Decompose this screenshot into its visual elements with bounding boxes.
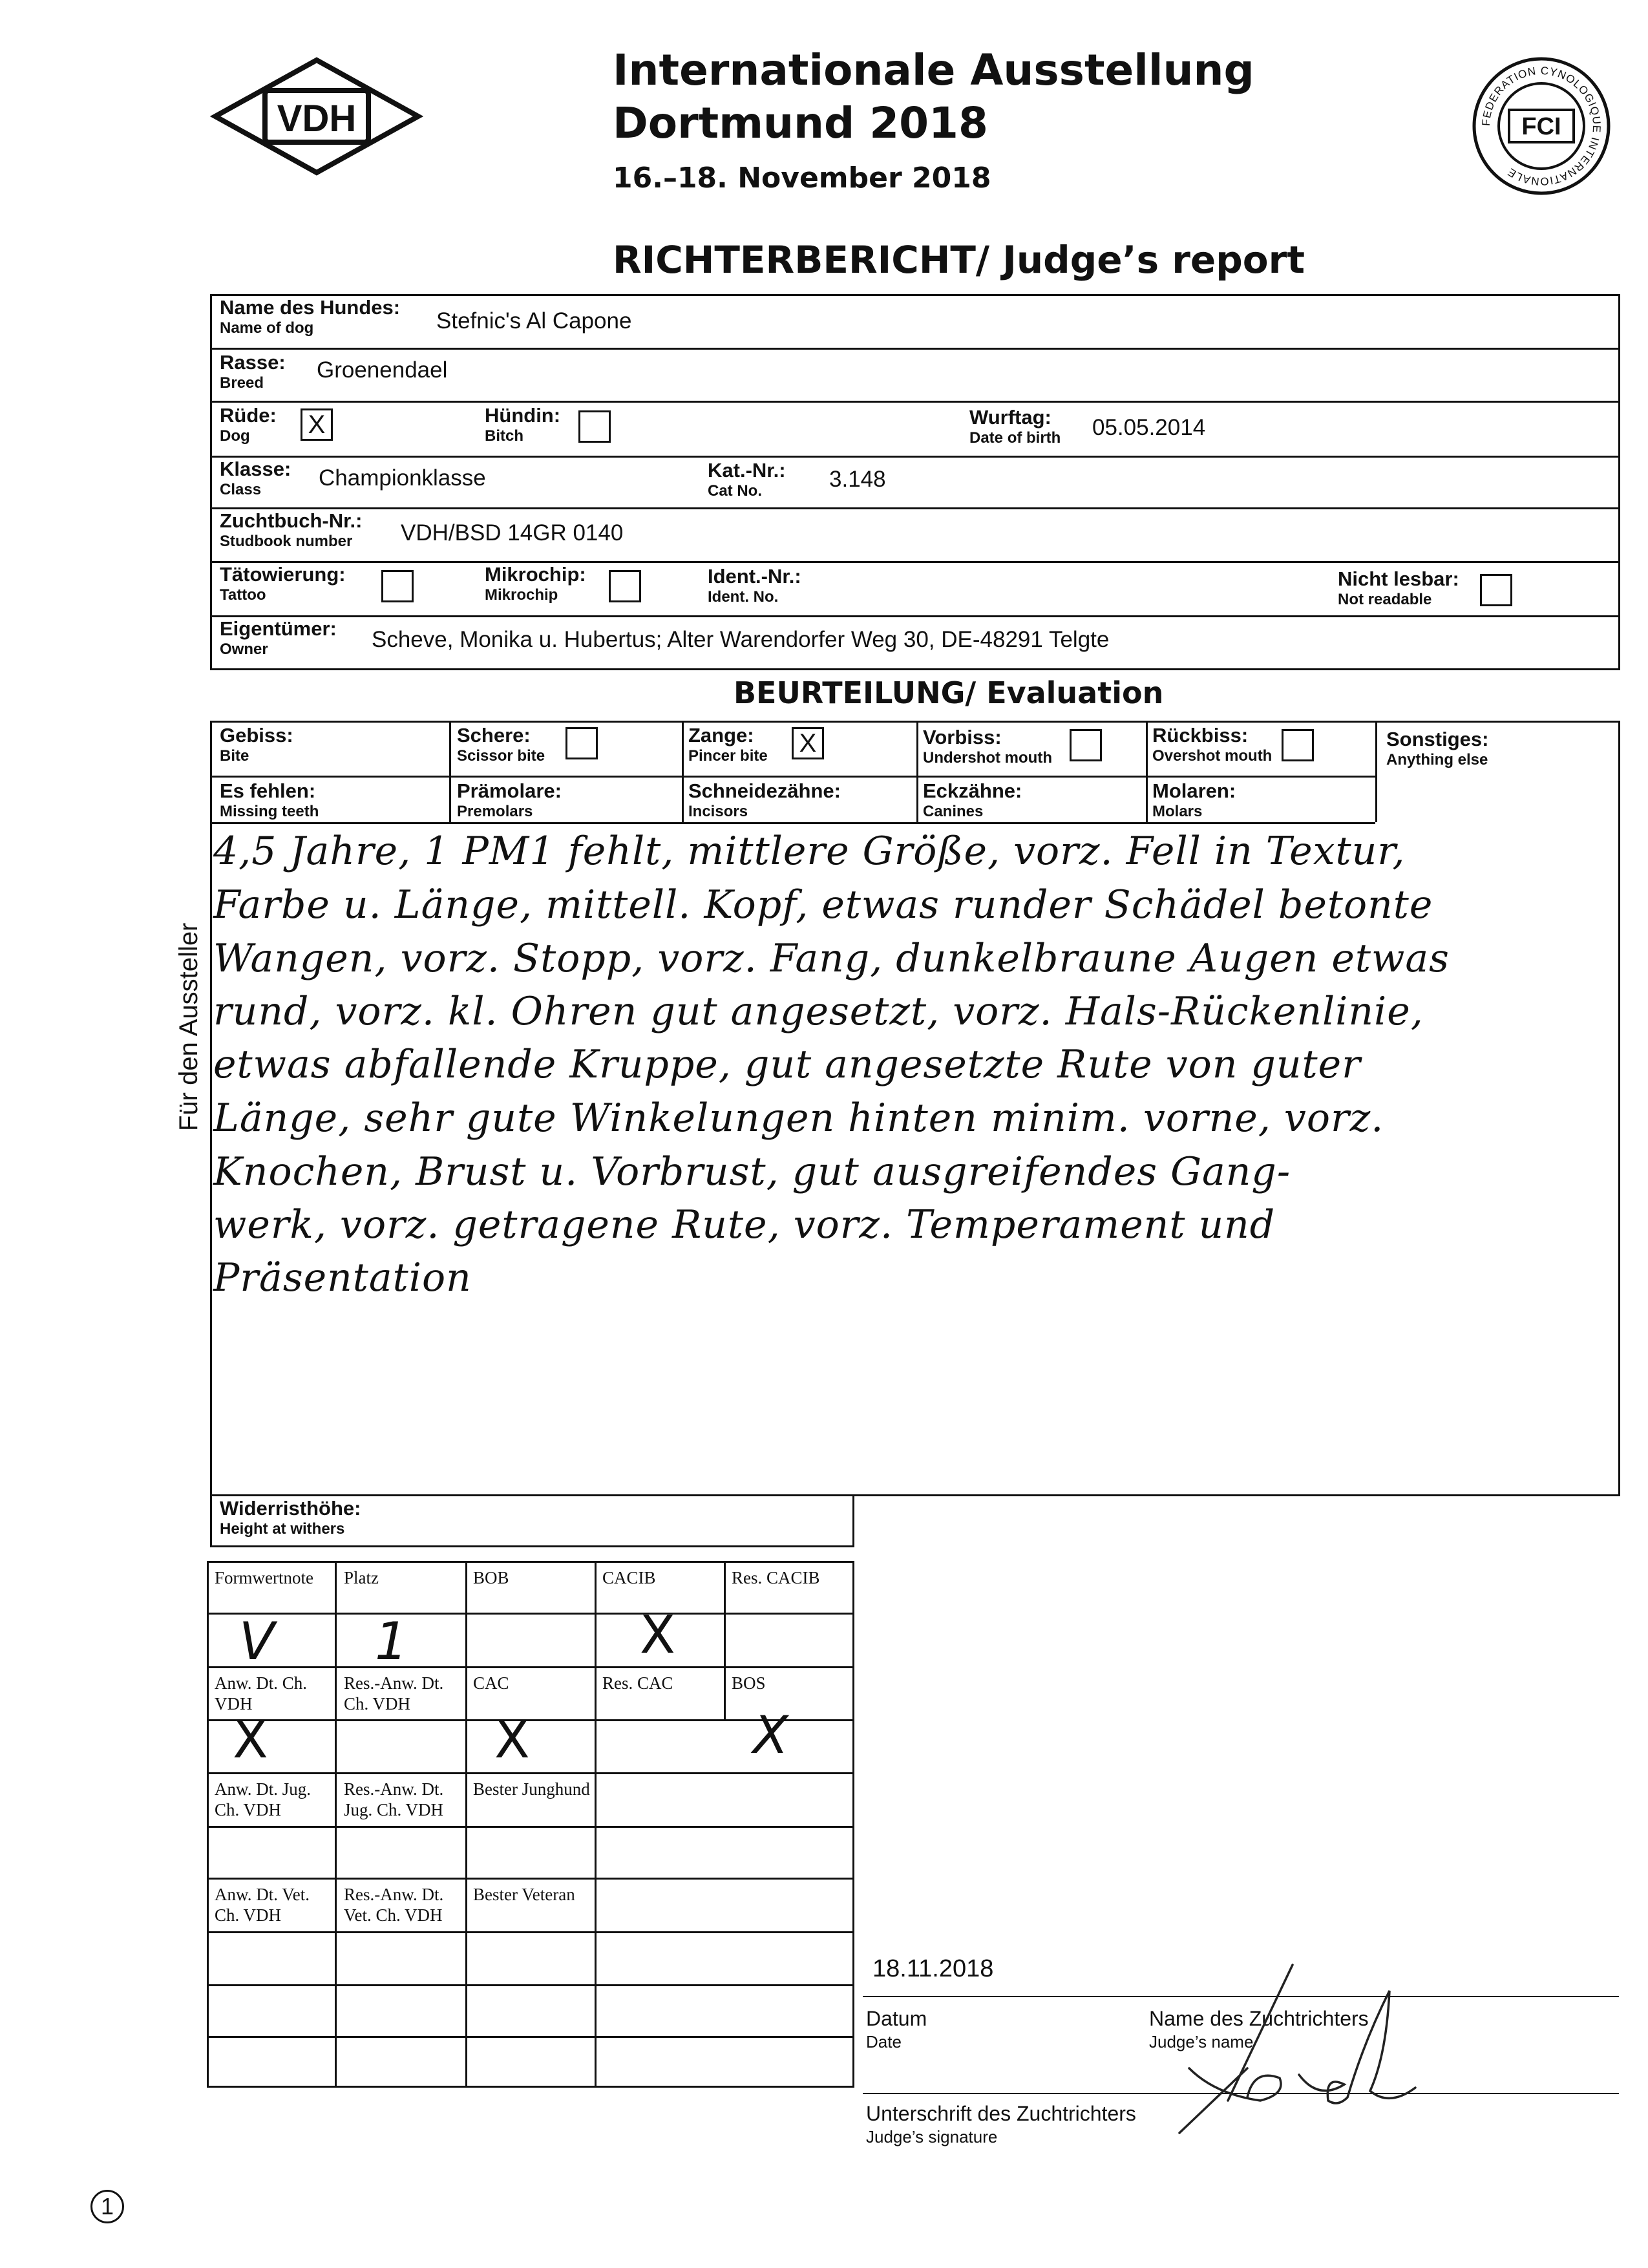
result-header-bos: BOS <box>732 1673 766 1693</box>
exhibition-title-line2: Dortmund 2018 <box>613 98 988 148</box>
date-value: 18.11.2018 <box>872 1955 994 1982</box>
exhibition-title-line1: Internationale Ausstellung <box>613 45 1254 95</box>
handwritten-line: rund, vorz. kl. Ohren gut angesetzt, vorz. Hals-Rückenlinie, <box>213 989 1424 1034</box>
overshot-checkbox[interactable] <box>1282 729 1314 761</box>
date-label: Datum Date <box>866 2007 927 2051</box>
handwritten-line: Farbe u. Länge, mittell. Kopf, etwas runder Schädel betonte <box>213 882 1433 927</box>
dog-name-label: Name des Hundes: Name of dog <box>220 296 401 337</box>
undershot-checkbox[interactable] <box>1070 729 1102 761</box>
result-header-res-cacib: Res. CACIB <box>732 1568 820 1587</box>
canines-label: Eckzähne: Canines <box>923 779 1022 820</box>
handwritten-line: werk, vorz. getragene Rute, vorz. Temperament und <box>213 1202 1276 1247</box>
dob-label: Wurftag: Date of birth <box>969 406 1061 447</box>
result-header-anw-dt-ch: Anw. Dt. Ch. VDH <box>215 1673 308 1714</box>
dob-value: 05.05.2014 <box>1092 415 1206 440</box>
judge-signature-scribble <box>1176 1945 1448 2139</box>
male-label: Rüde: Dog <box>220 404 277 445</box>
result-header-anw-dt-vet-ch: Anw. Dt. Vet. Ch. VDH <box>215 1885 310 1925</box>
not-readable-label: Nicht lesbar: Not readable <box>1338 567 1459 608</box>
incisors-label: Schneidezähne: Incisors <box>688 779 841 820</box>
dog-name-value: Stefnic's Al Capone <box>436 308 632 334</box>
owner-label: Eigentümer: Owner <box>220 617 337 658</box>
page-number: 1 <box>90 2190 124 2223</box>
result-mark-formwertnote: V <box>239 1611 275 1671</box>
tattoo-checkbox[interactable] <box>381 570 414 602</box>
handwritten-line: 4,5 Jahre, 1 PM1 fehlt, mittlere Größe, vorz. Fell in Textur, <box>213 829 1406 874</box>
result-header-cacib: CACIB <box>602 1568 656 1587</box>
result-header-res-cac: Res. CAC <box>602 1673 673 1693</box>
result-mark-anw-dt-ch: X <box>233 1710 268 1770</box>
scissor-bite-checkbox[interactable] <box>565 727 598 759</box>
result-mark-bos: X <box>753 1705 788 1765</box>
breed-value: Groenendael <box>317 357 448 383</box>
handwritten-line: etwas abfallende Kruppe, gut angesetzte Rute von guter <box>213 1042 1361 1087</box>
handwritten-line: Wangen, vorz. Stopp, vorz. Fang, dunkelbraune Augen etwas <box>213 936 1450 981</box>
result-header-bester-veteran: Bester Veteran <box>473 1885 575 1904</box>
result-header-anw-dt-jug-ch: Anw. Dt. Jug. Ch. VDH <box>215 1779 312 1820</box>
results-grid <box>207 1561 854 2088</box>
premolars-label: Prämolare: Premolars <box>457 779 562 820</box>
result-header-bester-junghund: Bester Junghund <box>473 1779 590 1799</box>
judge-name-label: Name des Zuchtrichters Judge’s name <box>1149 2007 1369 2051</box>
class-value: Championklasse <box>319 465 486 491</box>
vdh-logo-text: VDH <box>277 98 357 140</box>
fci-ring-text: FEDERATION CYNOLOGIQUE INTERNATIONALE <box>1479 64 1603 188</box>
result-header-cac: CAC <box>473 1673 509 1693</box>
breed-label: Rasse: Breed <box>220 351 286 392</box>
chip-label: Mikrochip: Mikrochip <box>485 563 586 604</box>
exhibition-dates: 16.–18. November 2018 <box>613 162 991 195</box>
judge-signature-label: Unterschrift des Zuchtrichters Judge’s signature <box>866 2102 1136 2146</box>
scissor-bite-label: Schere: Scissor bite <box>457 724 545 765</box>
vdh-logo <box>210 55 423 178</box>
female-label: Hündin: Bitch <box>485 404 561 445</box>
handwritten-line: Länge, sehr gute Winkelungen hinten minim. vorne, vorz. <box>213 1096 1384 1141</box>
fci-text: FCI <box>1521 113 1561 140</box>
side-text: Für den Aussteller <box>174 922 203 1131</box>
class-label: Klasse: Class <box>220 458 291 498</box>
result-mark-platz: 1 <box>375 1611 408 1671</box>
result-header-bob: BOB <box>473 1568 509 1587</box>
result-header-res-anw-dt-vet-ch: Res.-Anw. Dt. Vet. Ch. VDH <box>344 1885 444 1925</box>
pincer-bite-checkbox[interactable]: X <box>792 727 824 759</box>
missing-teeth-label: Es fehlen: Missing teeth <box>220 779 319 820</box>
overshot-label: Rückbiss: Overshot mouth <box>1152 724 1273 765</box>
report-title: RICHTERBERICHT/ Judge’s report <box>613 238 1305 282</box>
result-mark-cacib: X <box>640 1605 675 1665</box>
owner-value: Scheve, Monika u. Hubertus; Alter Warendorfer Weg 30, DE-48291 Telgte <box>372 627 1110 652</box>
studbook-label: Zuchtbuch-Nr.: Studbook number <box>220 509 363 550</box>
result-mark-cac: X <box>494 1710 530 1770</box>
male-checkbox[interactable]: X <box>301 408 333 441</box>
height-at-withers-label: Widerristhöhe: Height at withers <box>220 1497 361 1538</box>
female-checkbox[interactable] <box>578 410 611 443</box>
handwritten-line: Präsentation <box>213 1255 472 1300</box>
tattoo-label: Tätowierung: Tattoo <box>220 563 346 604</box>
bite-label: Gebiss: Bite <box>220 724 293 765</box>
result-header-formwertnote: Formwertnote <box>215 1568 313 1587</box>
pincer-bite-label: Zange: Pincer bite <box>688 724 768 765</box>
cat-no-label: Kat.-Nr.: Cat No. <box>708 459 786 500</box>
undershot-label: Vorbiss: Undershot mouth <box>923 726 1052 767</box>
result-header-platz: Platz <box>344 1568 379 1587</box>
evaluation-title: BEURTEILUNG/ Evaluation <box>734 675 1164 710</box>
molars-label: Molaren: Molars <box>1152 779 1236 820</box>
handwritten-line: Knochen, Brust u. Vorbrust, gut ausgreifendes Gang- <box>213 1149 1291 1194</box>
result-header-res-anw-dt-jug-ch: Res.-Anw. Dt. Jug. Ch. VDH <box>344 1779 444 1820</box>
ident-label: Ident.-Nr.: Ident. No. <box>708 565 801 606</box>
result-header-res-anw-dt-ch: Res.-Anw. Dt. Ch. VDH <box>344 1673 444 1714</box>
fci-seal <box>1470 55 1612 197</box>
not-readable-checkbox[interactable] <box>1480 574 1512 606</box>
studbook-value: VDH/BSD 14GR 0140 <box>401 520 624 546</box>
cat-no-value: 3.148 <box>829 467 886 492</box>
chip-checkbox[interactable] <box>609 570 641 602</box>
anything-else-label: Sonstiges: Anything else <box>1386 728 1489 768</box>
